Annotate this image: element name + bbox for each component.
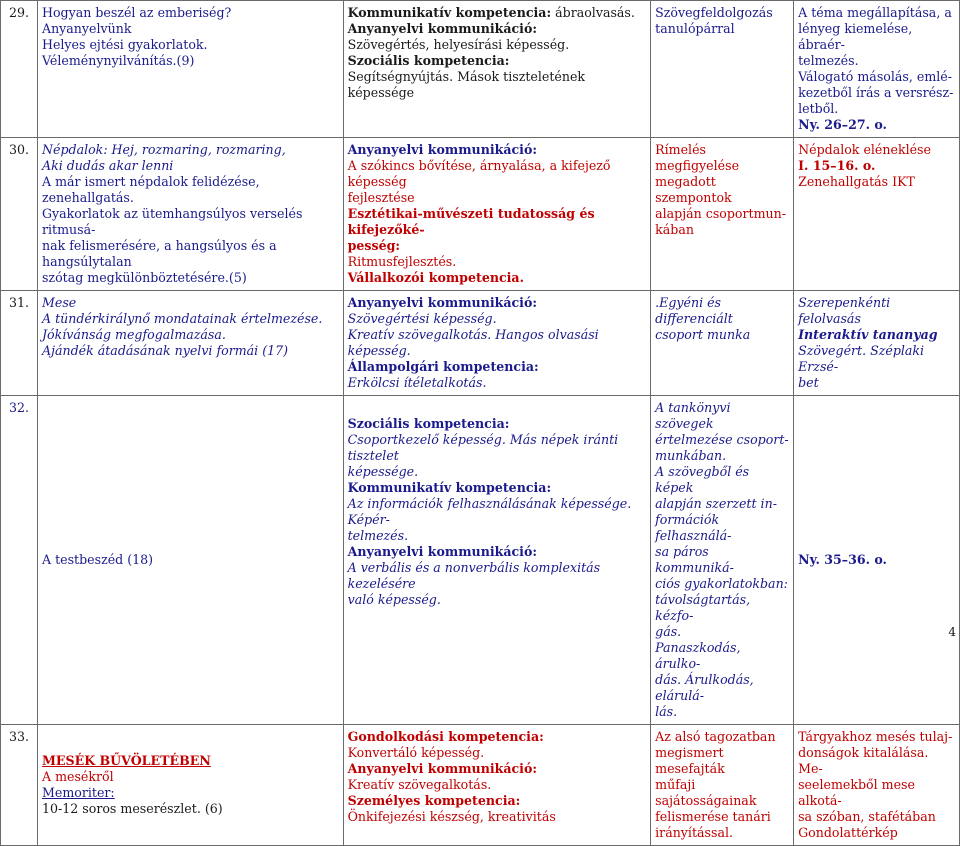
method-line: A szövegből és képek	[655, 464, 750, 495]
method-line: kában	[655, 222, 694, 237]
competence-label: Szociális kompetencia:	[347, 53, 510, 68]
tools-cell	[794, 725, 960, 846]
topic-line: A testbeszéd (18)	[41, 552, 154, 567]
topic-line: Aki dudás akar lenni	[41, 158, 174, 173]
tools-line: Válogató másolás, emlé-	[798, 69, 952, 84]
method-line: sa páros kommuniká-	[655, 544, 734, 575]
tools-line: Népdalok eléneklése	[798, 142, 931, 157]
topic-cell	[37, 396, 343, 725]
method-line: ciós gyakorlatokban:	[655, 576, 788, 591]
competence-label: Kommunikatív kompetencia:	[347, 5, 552, 20]
competence-cell	[343, 396, 651, 725]
memoriter-label: Memoriter:	[41, 785, 115, 800]
method-line: megadott szempontok	[655, 174, 732, 205]
table-row	[1, 396, 960, 725]
topic-line: A mesékről	[41, 769, 114, 784]
tools-line: bet	[798, 375, 819, 390]
method-cell	[651, 1, 794, 138]
competence-label: pesség:	[347, 238, 401, 253]
competence-text: Önkifejezési készség, kreativitás	[347, 809, 556, 824]
topic-line: Anyanyelvünk	[41, 21, 132, 36]
competence-cell	[343, 138, 651, 291]
method-line: megismert mesefajták	[655, 745, 725, 776]
topic-line: Jókívánság megfogalmazása.	[41, 327, 226, 342]
method-line: dás. Árulkodás, elárulá-	[655, 672, 754, 703]
competence-text: telmezés.	[347, 528, 409, 543]
competence-text: Ritmusfejlesztés.	[347, 254, 457, 269]
topic-line: Hogyan beszél az emberiség?	[41, 5, 232, 20]
topic-line: Mese	[41, 295, 77, 310]
competence-text: Segítségnyújtás. Mások tiszteletének képessége	[347, 69, 586, 100]
competence-label: Esztétikai-művészeti tudatosság és kifejezőké-	[347, 206, 595, 237]
topic-line: Helyes ejtési gyakorlatok.	[41, 37, 208, 52]
topic-line: szótag megkülönböztetésére.(5)	[41, 270, 247, 285]
competence-cell	[343, 1, 651, 138]
lesson-number: 30.	[1, 138, 38, 291]
page-number: 4	[948, 625, 956, 639]
tools-line: sa szóban, stafétában	[798, 809, 936, 824]
tools-line: Gondolattérkép	[798, 825, 898, 840]
method-cell	[651, 396, 794, 725]
table-row	[1, 291, 960, 396]
lesson-number: 32.	[1, 396, 38, 725]
competence-text: A szókincs bővítése, árnyalása, a kifejező képesség	[347, 158, 611, 189]
competence-label: Anyanyelvi kommunikáció:	[347, 142, 538, 157]
method-line: értelmezése csoport-	[655, 432, 789, 447]
competence-text: Az információk felhasználásának képessége. Képér-	[347, 496, 632, 527]
competence-text: Erkölcsi ítéletalkotás.	[347, 375, 487, 390]
tools-line: Szerepenkénti felolvasás	[798, 295, 891, 326]
competence-text: Kreatív szövegalkotás.	[347, 777, 492, 792]
tools-line: Ny. 26–27. o.	[798, 117, 887, 132]
competence-label: Gondolkodási kompetencia:	[347, 729, 544, 744]
tools-line: Tárgyakhoz mesés tulaj-	[798, 729, 953, 744]
competence-text: Szövegértési képesség.	[347, 311, 497, 326]
tools-line: lényeg kiemelése, ábraér-	[798, 21, 913, 52]
competence-label: Személyes kompetencia:	[347, 793, 521, 808]
competence-label: Anyanyelvi kommunikáció:	[347, 21, 538, 36]
tools-cell	[794, 396, 960, 725]
method-line: Panaszkodás, árulko-	[655, 640, 741, 671]
tools-cell	[794, 1, 960, 138]
method-line: lás.	[655, 704, 678, 719]
method-cell	[651, 138, 794, 291]
topic-line: A tündérkirálynő mondatainak értelmezése.	[41, 311, 323, 326]
competence-label: Vállalkozói kompetencia.	[347, 270, 524, 285]
method-cell	[651, 291, 794, 396]
tools-line: letből.	[798, 101, 839, 116]
topic-cell	[37, 291, 343, 396]
tools-line-text: Zenehallgatás IKT	[798, 174, 915, 189]
method-line: irányítással.	[655, 825, 733, 840]
topic-line	[42, 785, 339, 801]
competence-label: Anyanyelvi kommunikáció:	[347, 544, 538, 559]
competence-text: Kreatív szövegalkotás. Hangos olvasási képesség.	[347, 327, 599, 358]
method-line: gás.	[655, 624, 682, 639]
topic-cell	[37, 725, 343, 846]
competence-text: Csoportkezelő képesség. Más népek iránti tisztelet	[347, 432, 619, 463]
topic-cell	[37, 138, 343, 291]
topic-line: 10-12 soros meserészlet. (6)	[41, 801, 223, 816]
tools-line: Ny. 35–36. o.	[798, 552, 887, 567]
tools-line: kezetből írás a versrész-	[798, 85, 954, 100]
method-line: A tankönyvi szövegek	[655, 400, 731, 431]
competence-text: ábraolvasás.	[551, 5, 635, 20]
table-row	[1, 138, 960, 291]
tools-cell	[794, 138, 960, 291]
method-line: Rímelés megfigyelése	[655, 142, 740, 173]
competence-text: Konvertáló képesség.	[347, 745, 485, 760]
competence-text: A verbális és a nonverbális komplexitás kezelésére	[347, 560, 601, 591]
competence-label: Állampolgári kompetencia:	[347, 359, 539, 374]
method-line: távolságtartás, kézfo-	[655, 592, 751, 623]
topic-line: nak felismerésére, a hangsúlyos és a hangsúlytalan	[41, 238, 277, 269]
topic-cell	[37, 1, 343, 138]
method-line: .Egyéni és differenciált	[655, 295, 733, 326]
competence-text: fejlesztése	[347, 190, 415, 205]
tools-line: I. 15–16. o.	[798, 158, 876, 173]
method-line: Szövegfeldolgozás	[655, 5, 773, 20]
lesson-number: 29.	[1, 1, 38, 138]
competence-text: képessége.	[347, 464, 419, 479]
method-line: Az alsó tagozatban	[655, 729, 776, 744]
method-line: tanulópárral	[655, 21, 735, 36]
topic-line: Népdalok: Hej, rozmaring, rozmaring,	[41, 142, 286, 157]
lesson-number: 31.	[1, 291, 38, 396]
method-line: csoport munka	[655, 327, 751, 342]
lesson-number: 33.	[1, 725, 38, 846]
tools-line	[798, 174, 955, 190]
tools-cell	[794, 291, 960, 396]
method-line: alapján csoportmun-	[655, 206, 787, 221]
competence-label: Anyanyelvi kommunikáció:	[347, 295, 538, 310]
competence-text: való képesség.	[347, 592, 441, 607]
tools-line: donságok kitalálása. Me-	[798, 745, 929, 776]
method-line: formációk felhasználá-	[655, 512, 732, 543]
tools-line: A téma megállapítása, a	[798, 5, 952, 20]
method-line: munkában.	[655, 448, 727, 463]
table-row	[1, 725, 960, 846]
tools-line: Szövegért. Széplaki Erzsé-	[798, 343, 925, 374]
tools-line: seelemekből mese alkotá-	[798, 777, 915, 808]
topic-line: Ajándék átadásának nyelvi formái (17)	[41, 343, 289, 358]
competence-text: Szövegértés, helyesírási képesség.	[347, 37, 570, 52]
tools-line: Interaktív tananyag	[798, 327, 938, 342]
method-line: műfaji sajátosságainak	[655, 777, 757, 808]
topic-line: A már ismert népdalok felidézése, zenehallgatás.	[41, 174, 260, 205]
competence-label: Kommunikatív kompetencia:	[347, 480, 552, 495]
method-line: alapján szerzett in-	[655, 496, 777, 511]
tools-line: telmezés.	[798, 53, 859, 68]
table-row	[1, 1, 960, 138]
competence-label: Anyanyelvi kommunikáció:	[347, 761, 538, 776]
method-cell	[651, 725, 794, 846]
competence-label: Szociális kompetencia:	[347, 416, 510, 431]
topic-line: Gyakorlatok az ütemhangsúlyos verselés ritmusá-	[41, 206, 303, 237]
topic-line: MESÉK BŰVÖLETÉBEN	[41, 753, 211, 768]
competence-cell	[343, 725, 651, 846]
method-line: felismerése tanári	[655, 809, 771, 824]
topic-line: Véleménynyilvánítás.(9)	[41, 53, 195, 68]
competence-cell	[343, 291, 651, 396]
